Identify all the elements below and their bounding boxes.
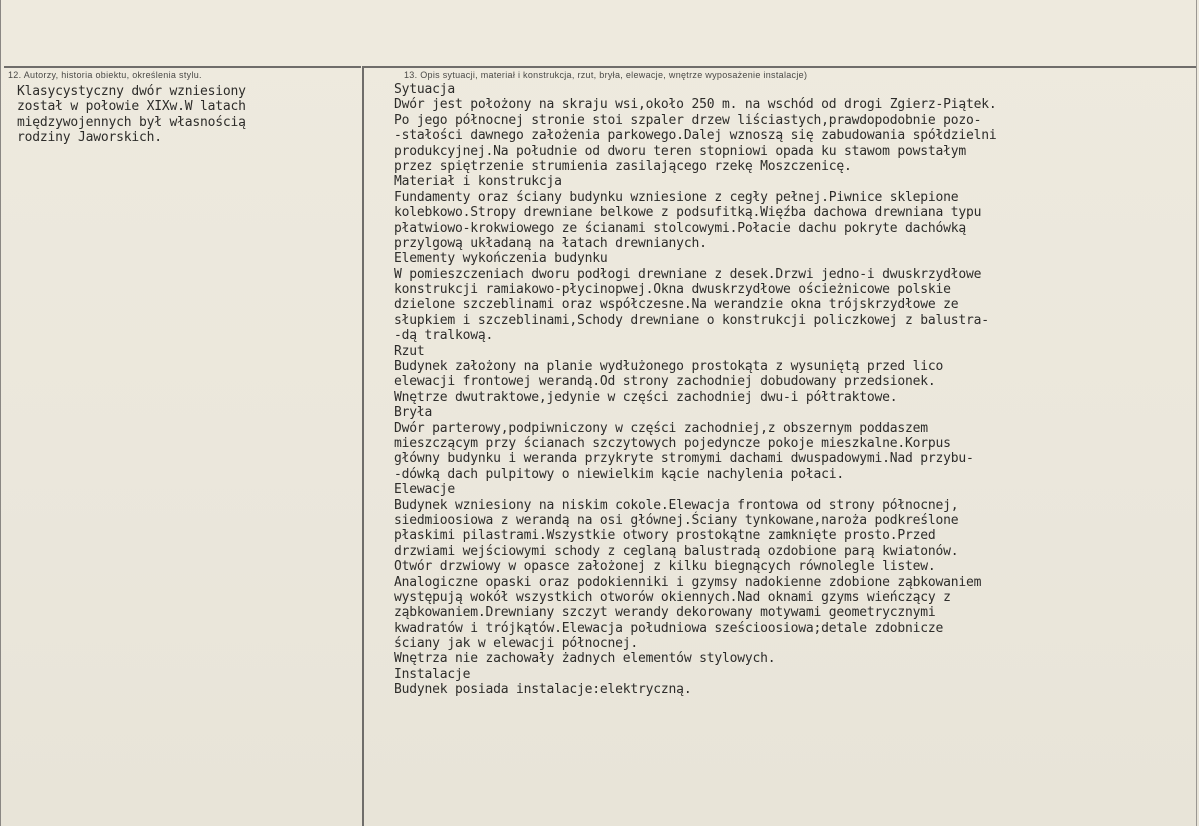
typed-line: -dówką dach pulpitowy o niewielkim kącie nachylenia połaci. — [394, 466, 844, 482]
typed-line: Elewacje — [394, 482, 456, 498]
typed-line: Klasycystyczny dwór wzniesiony — [17, 84, 246, 99]
typed-line: kwadratów i trójkątów.Elewacja południowa sześcioosiowa;detale zdobnicze — [394, 620, 944, 636]
typed-line: siedmioosiowa z werandą na osi głównej.Ściany tynkowane,naroża podkreślone — [394, 512, 959, 528]
typed-line: kolebkowo.Stropy drewniane belkowe z podsufitką.Więźba dachowa drewniana typu — [394, 205, 982, 221]
right-panel-caption: 13. Opis sytuacji, materiał i konstrukcja, rzut, bryła, elewacje, wnętrze wyposażenie instalacje) — [404, 70, 808, 80]
typed-line: występują wokół wszystkich otworów okiennych.Nad oknami gzyms wieńczący z — [394, 589, 951, 605]
typed-line: ząbkowaniem.Drewniany szczyt werandy dekorowany motywami geometrycznymi — [394, 605, 936, 621]
left-edge-line — [0, 0, 1, 826]
typed-line: został w połowie XIXw.W latach — [17, 99, 246, 115]
typed-line: międzywojennych był własnością — [17, 114, 246, 130]
typed-line: Budynek posiada instalacje:elektryczną. — [394, 682, 692, 698]
typed-line: Wnętrze dwutraktowe,jedynie w części zachodniej dwu-i półtraktowe. — [394, 389, 898, 405]
right-panel-typed-text — [394, 82, 997, 698]
typed-line: słupkiem i szczeblinami,Schody drewniane o konstrukcji policzkowej z balustra- — [394, 312, 989, 328]
typed-line: -stałości dawnego założenia parkowego.Dalej wznoszą się zabudowania spółdzielni — [394, 128, 997, 144]
typed-line: Otwór drzwiowy w opasce założonej z kilku biegnących równolegle listew. — [394, 559, 936, 575]
typed-line: W pomieszczeniach dworu podłogi drewniane z desek.Drzwi jedno-i dwuskrzydłowe — [394, 266, 982, 282]
typed-line: przylgową układaną na łatach drewnianych. — [394, 235, 707, 251]
typed-line: Po jego północnej stronie stoi szpaler drzew liściastych,prawdopodobnie pozo- — [394, 112, 982, 128]
left-panel-caption: 12. Autorzy, historia obiektu, określenia stylu. — [8, 70, 202, 80]
typed-line: Dwór parterowy,podpiwniczony w części zachodniej,z obszernym poddaszem — [394, 420, 928, 436]
typed-line: drzwiami wejściowymi schody z ceglaną balustradą ozdobione parą kwiatonów. — [394, 543, 959, 559]
typed-line: przez spiętrzenie strumienia zasilającego rzekę Moszczenicę. — [394, 158, 852, 174]
typed-line: Dwór jest położony na skraju wsi,około 250 m. na wschód od drogi Zgierz-Piątek. — [394, 97, 997, 113]
typed-line: Fundamenty oraz ściany budynku wzniesione z cegły pełnej.Piwnice sklepione — [394, 189, 959, 205]
typed-line: produkcyjnej.Na południe od dworu teren stopniowi opada ku stawom powstałym — [394, 143, 966, 159]
typed-line: płatwiowo-krokwiowego ze ścianami stolcowymi.Połacie dachu pokryte dachówką — [394, 220, 966, 236]
typed-line: Bryła — [394, 405, 433, 421]
typed-line: Elementy wykończenia budynku — [394, 251, 608, 267]
right-edge-line — [1196, 0, 1197, 826]
column-divider — [362, 66, 364, 826]
typed-line: Instalacje — [394, 666, 471, 682]
typed-line: dzielone szczeblinami oraz współczesne.Na werandzie okna trójskrzydłowe ze — [394, 297, 959, 313]
typed-line: mieszczącym przy ścianach szczytowych pojedyncze pokoje mieszkalne.Korpus — [394, 435, 951, 451]
right-panel-top-rule — [364, 66, 1196, 68]
typed-line: Materiał i konstrukcja — [394, 174, 562, 190]
typed-line: ściany jak w elewacji północnej. — [394, 636, 639, 652]
typed-line: Analogiczne opaski oraz podokienniki i gzymsy nadokienne zdobione ząbkowaniem — [394, 574, 982, 590]
typed-line: Rzut — [394, 343, 425, 359]
typed-line: elewacji frontowej werandą.Od strony zachodniej dobudowany przedsionek. — [394, 374, 936, 390]
typed-line: Budynek wzniesiony na niskim cokole.Elewacja frontowa od strony północnej, — [394, 497, 959, 513]
typed-line: Sytuacja — [394, 82, 456, 97]
typed-line: rodziny Jaworskich. — [17, 130, 162, 146]
typed-line: płaskimi pilastrami.Wszystkie otwory prostokątne zamknięte prosto.Przed — [394, 528, 936, 544]
left-panel-top-rule — [4, 66, 361, 68]
typed-line: -dą tralkową. — [394, 328, 494, 344]
typed-line: Wnętrza nie zachowały żadnych elementów stylowych. — [394, 651, 776, 667]
typed-line: konstrukcji ramiakowo-płycinopwej.Okna dwuskrzydłowe ościeżnicowe polskie — [394, 282, 951, 298]
typed-line: główny budynku i weranda przykryte stromymi dachami dwuspadowymi.Nad przybu- — [394, 451, 974, 467]
left-panel-typed-text — [17, 84, 246, 146]
typed-line: Budynek założony na planie wydłużonego prostokąta z wysuniętą przed lico — [394, 359, 944, 375]
